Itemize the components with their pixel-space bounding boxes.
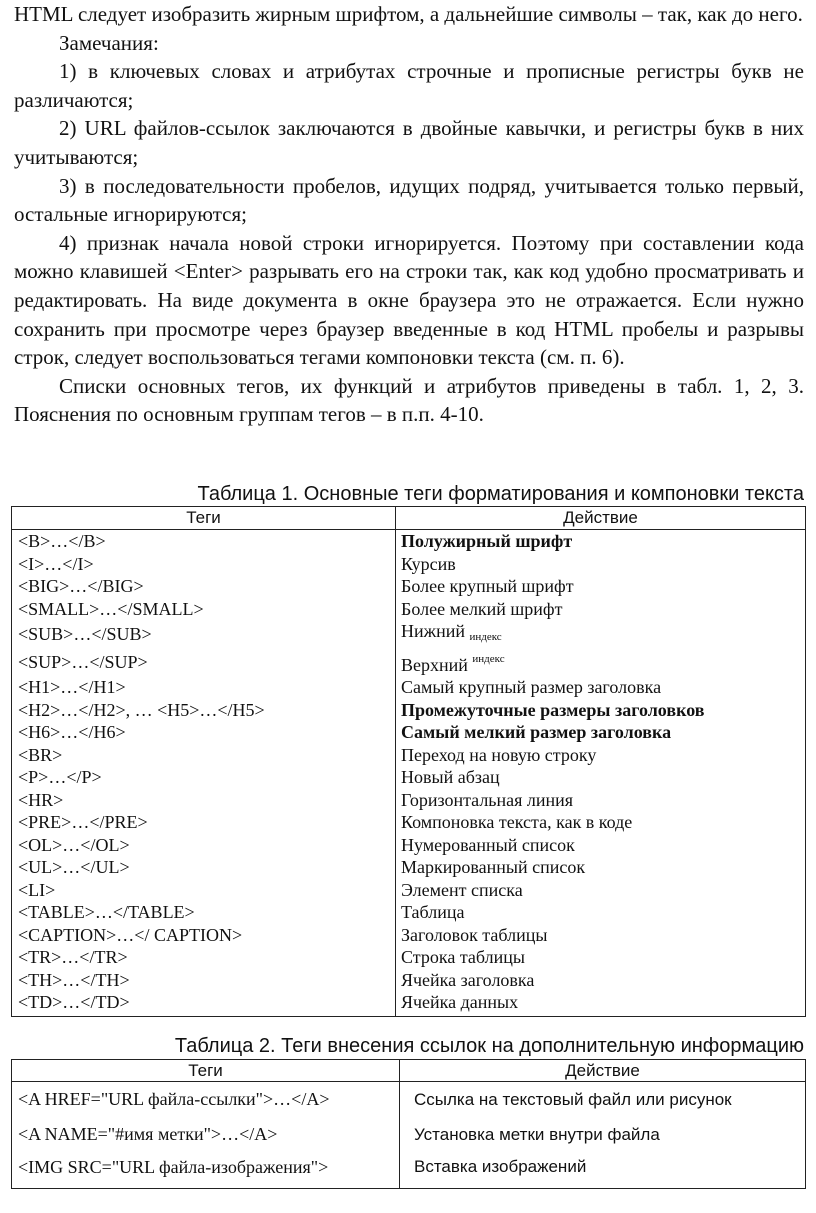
action-cell: Установка метки внутри файла [414,1124,660,1144]
tag-cell: <UL>…</UL> [12,856,396,879]
table-row [12,901,806,924]
tag-cell: <H2>…</H2>, … <H5>…</H5> [12,699,396,722]
table-header-row [12,507,806,530]
action-text: Промежуточные размеры заголовков [401,699,705,720]
action-cell: Нумерованный список [401,834,575,855]
subscript-text: индекс [469,631,502,643]
action-text: Самый мелкий размер заголовка [401,722,672,743]
tag-cell: <SMALL>…</SMALL> [12,598,396,621]
action-cell [396,648,806,676]
action-cell: Ячейка данных [401,992,519,1013]
action-cell: Горизонтальная линия [401,789,574,810]
table-row [12,856,806,879]
tag-cell: <CAPTION>…</ CAPTION> [12,924,396,947]
column-header-action: Действие [400,1060,806,1082]
action-text: Верхний [401,655,468,675]
table-row [12,721,806,744]
action-cell: Заголовок таблицы [401,924,548,945]
body-text [14,0,804,429]
table-row [12,744,806,767]
tag-cell: <P>…</P> [12,766,396,789]
table-header-row [12,1060,806,1082]
table-row [12,834,806,857]
note-2: 2) URL файлов-ссылок заключаются в двойные кавычки, и регистры букв в них учитываются; [14,116,804,169]
table-row [12,620,806,648]
table1-caption: Таблица 1. Основные теги форматирования и компоновки текста [197,483,804,505]
action-cell: Курсив [401,553,456,574]
tag-cell: <B>…</B> [12,530,396,553]
tag-cell: <I>…</I> [12,553,396,576]
action-cell: Таблица [401,902,465,923]
table-row [12,1082,806,1118]
action-cell: Более мелкий шрифт [401,598,563,619]
action-text: Нижний [401,621,465,641]
table-row [12,553,806,576]
paragraph-intro: HTML следует изобразить жирным шрифтом, а дальнейшие символы – так, как до него. [14,2,803,26]
tag-cell: <PRE>…</PRE> [12,811,396,834]
table2-caption: Таблица 2. Теги внесения ссылок на дополнительную информацию [174,1035,804,1057]
tag-cell: <TR>…</TR> [12,946,396,969]
table-row [12,575,806,598]
tag-cell: <TABLE>…</TABLE> [12,901,396,924]
table-row [12,1152,806,1189]
table-row [12,598,806,621]
superscript-text: индекс [472,653,505,665]
tag-cell: <LI> [12,879,396,902]
note-4: 4) признак начала новой строки игнорируется. Поэтому при составлении кода можно клавишей <Enter> разрывать его на строки так, как код удобно просматривать и редактировать. На виде документа в окне браузера это не отражается. Если нужно сохранить при просмотре через браузер введенные в код HTML пробелы и разрывы строк, следует воспользоваться тегами компоновки текста (см. п. 6). [14,230,804,370]
tag-cell: <A NAME="#имя метки">…</A> [12,1117,400,1152]
tag-cell: <SUP>…</SUP> [12,648,396,676]
action-cell: Маркированный список [401,857,586,878]
tag-cell: <IMG SRC="URL файла-изображения"> [12,1152,400,1189]
tag-cell: <HR> [12,789,396,812]
tag-cell: <BR> [12,744,396,767]
action-cell: Переход на новую строку [401,744,597,765]
table-row [12,811,806,834]
table-row [12,1117,806,1152]
table-row [12,699,806,722]
tag-cell: <TD>…</TD> [12,991,396,1016]
action-cell: Ячейка заголовка [401,969,535,990]
table-row [12,991,806,1016]
table-row [12,946,806,969]
column-header-action: Действие [396,507,806,530]
table-row [12,924,806,947]
table-row [12,969,806,992]
table-row [12,648,806,676]
tag-cell: <OL>…</OL> [12,834,396,857]
table-row [12,789,806,812]
action-cell: Самый крупный размер заголовка [401,677,662,698]
note-3: 3) в последовательности пробелов, идущих подряд, учитывается только первый, остальные игнорируются; [14,173,804,227]
notes-heading: Замечания: [59,30,159,55]
action-cell: Элемент списка [401,879,523,900]
tag-cell: <TH>…</TH> [12,969,396,992]
action-cell [396,699,806,722]
table-row [12,766,806,789]
action-cell: Компоновка текста, как в коде [401,812,633,833]
column-header-tags: Теги [12,507,396,530]
tag-cell: <BIG>…</BIG> [12,575,396,598]
table-link-tags [11,1059,806,1189]
action-cell: Строка таблицы [401,947,525,968]
action-cell [396,530,806,553]
table-row [12,676,806,699]
tag-cell: <H6>…</H6> [12,721,396,744]
action-cell [396,620,806,648]
table-row [12,879,806,902]
action-cell: Вставка изображений [414,1157,587,1176]
action-cell: Ссылка на текстовый файл или рисунок [414,1089,732,1109]
paragraph-lists: Списки основных тегов, их функций и атрибутов приведены в табл. 1, 2, 3. Пояснения по основным группам тегов – в п.п. 4-10. [14,373,804,427]
table-row [12,530,806,553]
action-cell [396,721,806,744]
column-header-tags: Теги [12,1060,400,1082]
tag-cell: <H1>…</H1> [12,676,396,699]
action-text: Полужирный шрифт [401,531,573,552]
table-formatting-tags [11,506,806,1017]
tag-cell: <A HREF="URL файла-ссылки">…</A> [12,1082,400,1118]
action-cell: Более крупный шрифт [401,576,574,597]
note-1: 1) в ключевых словах и атрибутах строчные и прописные регистры букв не различаются; [14,59,804,112]
tag-cell: <SUB>…</SUB> [12,620,396,648]
action-cell: Новый абзац [401,767,500,788]
